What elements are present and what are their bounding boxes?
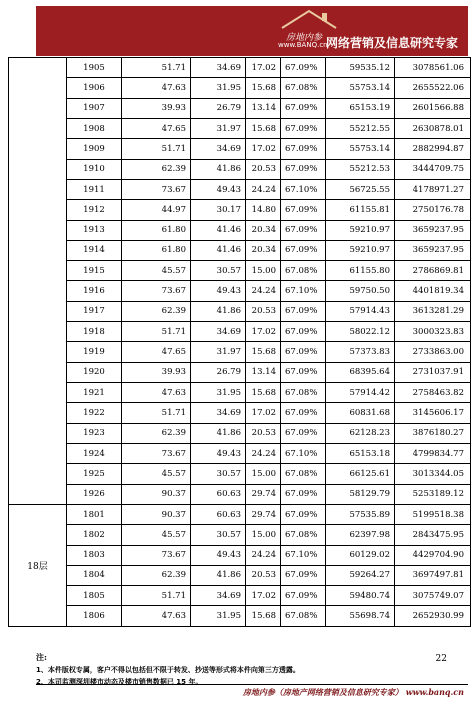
ratio-cell: 67.09%: [281, 220, 326, 240]
table-row: [9, 200, 471, 220]
area-cell: 73.67: [122, 443, 191, 463]
ratio-cell: 67.08%: [281, 78, 326, 98]
table-row: [9, 98, 471, 118]
ratio-cell: 67.09%: [281, 98, 326, 118]
ratio-cell: 67.09%: [281, 322, 326, 342]
usable-cell: 41.86: [191, 159, 246, 179]
total-cell: 4799834.77: [395, 443, 471, 463]
total-cell: 2601566.88: [395, 98, 471, 118]
shared-cell: 24.24: [246, 281, 281, 301]
area-cell: 47.65: [122, 342, 191, 362]
price-cell: 65153.19: [326, 98, 395, 118]
usable-cell: 30.57: [191, 261, 246, 281]
total-cell: 4429704.90: [395, 545, 471, 565]
table-row: [9, 443, 471, 463]
area-cell: 47.65: [122, 118, 191, 138]
total-cell: 3697497.81: [395, 565, 471, 585]
shared-cell: 24.24: [246, 443, 281, 463]
price-cell: 59750.50: [326, 281, 395, 301]
shared-cell: 15.00: [246, 464, 281, 484]
ratio-cell: 67.08%: [281, 525, 326, 545]
ratio-cell: 67.09%: [281, 58, 326, 78]
note-copyright: 1、本件版权专属，客户不得以包括但不限于转发、抄送等形式将本件向第三方透露。: [36, 666, 300, 674]
area-cell: 51.71: [122, 322, 191, 342]
table-row: [9, 504, 471, 524]
ratio-cell: 67.10%: [281, 281, 326, 301]
house-logo-icon: [278, 8, 340, 32]
shared-cell: 15.68: [246, 118, 281, 138]
shared-cell: 15.68: [246, 78, 281, 98]
shared-cell: 15.68: [246, 606, 281, 626]
total-cell: 3876180.27: [395, 423, 471, 443]
area-cell: 62.39: [122, 423, 191, 443]
price-cell: 58129.79: [326, 484, 395, 504]
table-row: [9, 281, 471, 301]
shared-cell: 20.34: [246, 220, 281, 240]
room-cell: 1926: [67, 484, 122, 504]
ratio-cell: 67.08%: [281, 383, 326, 403]
price-cell: 65153.18: [326, 443, 395, 463]
ratio-cell: 67.09%: [281, 484, 326, 504]
table-row: [9, 586, 471, 606]
room-cell: 1916: [67, 281, 122, 301]
floor-label-cell: [9, 58, 67, 505]
header-banner: [36, 6, 468, 56]
footer-notes: [36, 652, 468, 687]
price-cell: 57373.83: [326, 342, 395, 362]
room-cell: 1915: [67, 261, 122, 281]
room-cell: 1917: [67, 301, 122, 321]
price-cell: 55753.14: [326, 139, 395, 159]
price-cell: 59264.27: [326, 565, 395, 585]
usable-cell: 49.43: [191, 545, 246, 565]
room-cell: 1909: [67, 139, 122, 159]
total-cell: 3000323.83: [395, 322, 471, 342]
ratio-cell: 67.08%: [281, 464, 326, 484]
price-cell: 68395.64: [326, 362, 395, 382]
area-cell: 73.67: [122, 281, 191, 301]
total-cell: 5253189.12: [395, 484, 471, 504]
room-cell: 1803: [67, 545, 122, 565]
table-row: [9, 261, 471, 281]
shared-cell: 20.34: [246, 240, 281, 260]
usable-cell: 34.69: [191, 586, 246, 606]
total-cell: 2733863.00: [395, 342, 471, 362]
usable-cell: 31.95: [191, 78, 246, 98]
room-cell: 1919: [67, 342, 122, 362]
price-cell: 57914.43: [326, 301, 395, 321]
table-row: [9, 606, 471, 626]
usable-cell: 26.79: [191, 362, 246, 382]
table-row: [9, 240, 471, 260]
floor-label-cell: 18层: [9, 504, 67, 626]
usable-cell: 31.95: [191, 383, 246, 403]
price-cell: 62397.98: [326, 525, 395, 545]
ratio-cell: 67.09%: [281, 139, 326, 159]
ratio-cell: 67.08%: [281, 261, 326, 281]
shared-cell: 15.00: [246, 261, 281, 281]
room-cell: 1805: [67, 586, 122, 606]
usable-cell: 49.43: [191, 443, 246, 463]
area-cell: 62.39: [122, 159, 191, 179]
table-row: [9, 220, 471, 240]
area-cell: 44.97: [122, 200, 191, 220]
shared-cell: 13.14: [246, 98, 281, 118]
shared-cell: 24.24: [246, 179, 281, 199]
price-cell: 55753.14: [326, 78, 395, 98]
shared-cell: 17.02: [246, 322, 281, 342]
table-row: [9, 139, 471, 159]
price-cell: 66125.61: [326, 464, 395, 484]
area-cell: 39.93: [122, 362, 191, 382]
ratio-cell: 67.09%: [281, 342, 326, 362]
total-cell: 3145606.17: [395, 403, 471, 423]
usable-cell: 41.86: [191, 301, 246, 321]
area-cell: 51.71: [122, 58, 191, 78]
shared-cell: 29.74: [246, 484, 281, 504]
price-table: [8, 57, 471, 627]
total-cell: 2786869.81: [395, 261, 471, 281]
total-cell: 5199518.38: [395, 504, 471, 524]
ratio-cell: 67.09%: [281, 301, 326, 321]
area-cell: 45.57: [122, 525, 191, 545]
room-cell: 1913: [67, 220, 122, 240]
room-cell: 1911: [67, 179, 122, 199]
table-row: [9, 464, 471, 484]
room-cell: 1806: [67, 606, 122, 626]
price-cell: 56725.55: [326, 179, 395, 199]
shared-cell: 24.24: [246, 545, 281, 565]
usable-cell: 49.43: [191, 281, 246, 301]
ratio-cell: 67.10%: [281, 443, 326, 463]
usable-cell: 41.46: [191, 220, 246, 240]
table-row: [9, 423, 471, 443]
area-cell: 73.67: [122, 179, 191, 199]
price-cell: 59480.74: [326, 586, 395, 606]
room-cell: 1801: [67, 504, 122, 524]
total-cell: 3659237.95: [395, 240, 471, 260]
total-cell: 3613281.29: [395, 301, 471, 321]
room-cell: 1804: [67, 565, 122, 585]
total-cell: 2731037.91: [395, 362, 471, 382]
usable-cell: 26.79: [191, 98, 246, 118]
table-row: [9, 118, 471, 138]
shared-cell: 20.53: [246, 159, 281, 179]
ratio-cell: 67.09%: [281, 159, 326, 179]
price-cell: 61155.80: [326, 261, 395, 281]
total-cell: 4401819.34: [395, 281, 471, 301]
price-cell: 60129.02: [326, 545, 395, 565]
shared-cell: 14.80: [246, 200, 281, 220]
table-row: [9, 362, 471, 382]
shared-cell: 20.53: [246, 423, 281, 443]
shared-cell: 29.74: [246, 504, 281, 524]
usable-cell: 34.69: [191, 58, 246, 78]
table-row: [9, 383, 471, 403]
usable-cell: 41.86: [191, 565, 246, 585]
area-cell: 47.63: [122, 383, 191, 403]
table-row: [9, 565, 471, 585]
total-cell: 2758463.82: [395, 383, 471, 403]
price-cell: 60831.68: [326, 403, 395, 423]
table-row: [9, 159, 471, 179]
price-cell: 55698.74: [326, 606, 395, 626]
logo-name: 房地内参: [286, 33, 323, 43]
usable-cell: 60.63: [191, 484, 246, 504]
ratio-cell: 67.08%: [281, 606, 326, 626]
header-title: 网络营销及信息研究专家: [325, 36, 458, 50]
ratio-cell: 67.09%: [281, 240, 326, 260]
room-cell: 1802: [67, 525, 122, 545]
room-cell: 1905: [67, 58, 122, 78]
area-cell: 62.39: [122, 301, 191, 321]
note-monitoring: 2、本司监测深圳楼市动态及楼市销售数据已 15 年。: [36, 678, 203, 686]
area-cell: 45.57: [122, 261, 191, 281]
area-cell: 51.71: [122, 586, 191, 606]
table-row: [9, 403, 471, 423]
table-row: [9, 78, 471, 98]
ratio-cell: 67.09%: [281, 504, 326, 524]
usable-cell: 31.97: [191, 342, 246, 362]
price-cell: 58022.12: [326, 322, 395, 342]
area-cell: 61.80: [122, 240, 191, 260]
price-cell: 55212.53: [326, 159, 395, 179]
table-row: [9, 545, 471, 565]
usable-cell: 30.57: [191, 464, 246, 484]
area-cell: 73.67: [122, 545, 191, 565]
table-row: [9, 301, 471, 321]
ratio-cell: 67.09%: [281, 403, 326, 423]
table-row: [9, 525, 471, 545]
total-cell: 3075749.07: [395, 586, 471, 606]
ratio-cell: 67.09%: [281, 200, 326, 220]
area-cell: 45.57: [122, 464, 191, 484]
room-cell: 1914: [67, 240, 122, 260]
shared-cell: 15.68: [246, 342, 281, 362]
usable-cell: 49.43: [191, 179, 246, 199]
ratio-cell: 67.09%: [281, 565, 326, 585]
shared-cell: 20.53: [246, 565, 281, 585]
ratio-cell: 67.10%: [281, 179, 326, 199]
footer-bar: [36, 684, 468, 699]
table-row: [9, 322, 471, 342]
total-cell: 2843475.95: [395, 525, 471, 545]
room-cell: 1925: [67, 464, 122, 484]
ratio-cell: 67.10%: [281, 545, 326, 565]
room-cell: 1907: [67, 98, 122, 118]
total-cell: 3444709.75: [395, 159, 471, 179]
area-cell: 39.93: [122, 98, 191, 118]
usable-cell: 34.69: [191, 322, 246, 342]
price-cell: 62128.23: [326, 423, 395, 443]
total-cell: 3013344.05: [395, 464, 471, 484]
room-cell: 1918: [67, 322, 122, 342]
price-cell: 55212.55: [326, 118, 395, 138]
total-cell: 3078561.06: [395, 58, 471, 78]
price-cell: 59210.97: [326, 220, 395, 240]
room-cell: 1912: [67, 200, 122, 220]
room-cell: 1922: [67, 403, 122, 423]
room-cell: 1906: [67, 78, 122, 98]
room-cell: 1924: [67, 443, 122, 463]
usable-cell: 34.69: [191, 139, 246, 159]
logo-url: www.BANQ.cn: [278, 41, 328, 49]
room-cell: 1923: [67, 423, 122, 443]
total-cell: 2630878.01: [395, 118, 471, 138]
room-cell: 1921: [67, 383, 122, 403]
table-body: [9, 58, 471, 627]
shared-cell: 17.02: [246, 586, 281, 606]
area-cell: 47.63: [122, 78, 191, 98]
area-cell: 62.39: [122, 565, 191, 585]
room-cell: 1920: [67, 362, 122, 382]
area-cell: 61.80: [122, 220, 191, 240]
shared-cell: 17.02: [246, 139, 281, 159]
shared-cell: 20.53: [246, 301, 281, 321]
usable-cell: 41.46: [191, 240, 246, 260]
area-cell: 51.71: [122, 139, 191, 159]
area-cell: 47.63: [122, 606, 191, 626]
shared-cell: 15.68: [246, 383, 281, 403]
ratio-cell: 67.09%: [281, 423, 326, 443]
total-cell: 4178971.27: [395, 179, 471, 199]
area-cell: 90.37: [122, 484, 191, 504]
table-row: [9, 484, 471, 504]
total-cell: 2652930.99: [395, 606, 471, 626]
price-cell: 57535.89: [326, 504, 395, 524]
usable-cell: 31.97: [191, 118, 246, 138]
room-cell: 1908: [67, 118, 122, 138]
table-row: [9, 342, 471, 362]
note-heading: 注:: [36, 652, 47, 662]
usable-cell: 30.17: [191, 200, 246, 220]
room-cell: 1910: [67, 159, 122, 179]
price-cell: 59535.12: [326, 58, 395, 78]
price-cell: 57914.42: [326, 383, 395, 403]
price-cell: 59210.97: [326, 240, 395, 260]
total-cell: 3659237.95: [395, 220, 471, 240]
usable-cell: 31.95: [191, 606, 246, 626]
ratio-cell: 67.09%: [281, 118, 326, 138]
total-cell: 2882994.87: [395, 139, 471, 159]
total-cell: 2750176.78: [395, 200, 471, 220]
area-cell: 90.37: [122, 504, 191, 524]
shared-cell: 15.00: [246, 525, 281, 545]
footer-brand-text: 房地内参（房地产网络营销及信息研究专家） www.banq.cn: [242, 687, 464, 697]
usable-cell: 60.63: [191, 504, 246, 524]
ratio-cell: 67.09%: [281, 362, 326, 382]
table-row: [9, 58, 471, 78]
ratio-cell: 67.09%: [281, 586, 326, 606]
usable-cell: 34.69: [191, 403, 246, 423]
usable-cell: 41.86: [191, 423, 246, 443]
table-row: [9, 179, 471, 199]
shared-cell: 17.02: [246, 403, 281, 423]
page-number: 22: [435, 654, 447, 664]
total-cell: 2655522.06: [395, 78, 471, 98]
price-cell: 61155.81: [326, 200, 395, 220]
shared-cell: 17.02: [246, 58, 281, 78]
usable-cell: 30.57: [191, 525, 246, 545]
shared-cell: 13.14: [246, 362, 281, 382]
area-cell: 51.71: [122, 403, 191, 423]
